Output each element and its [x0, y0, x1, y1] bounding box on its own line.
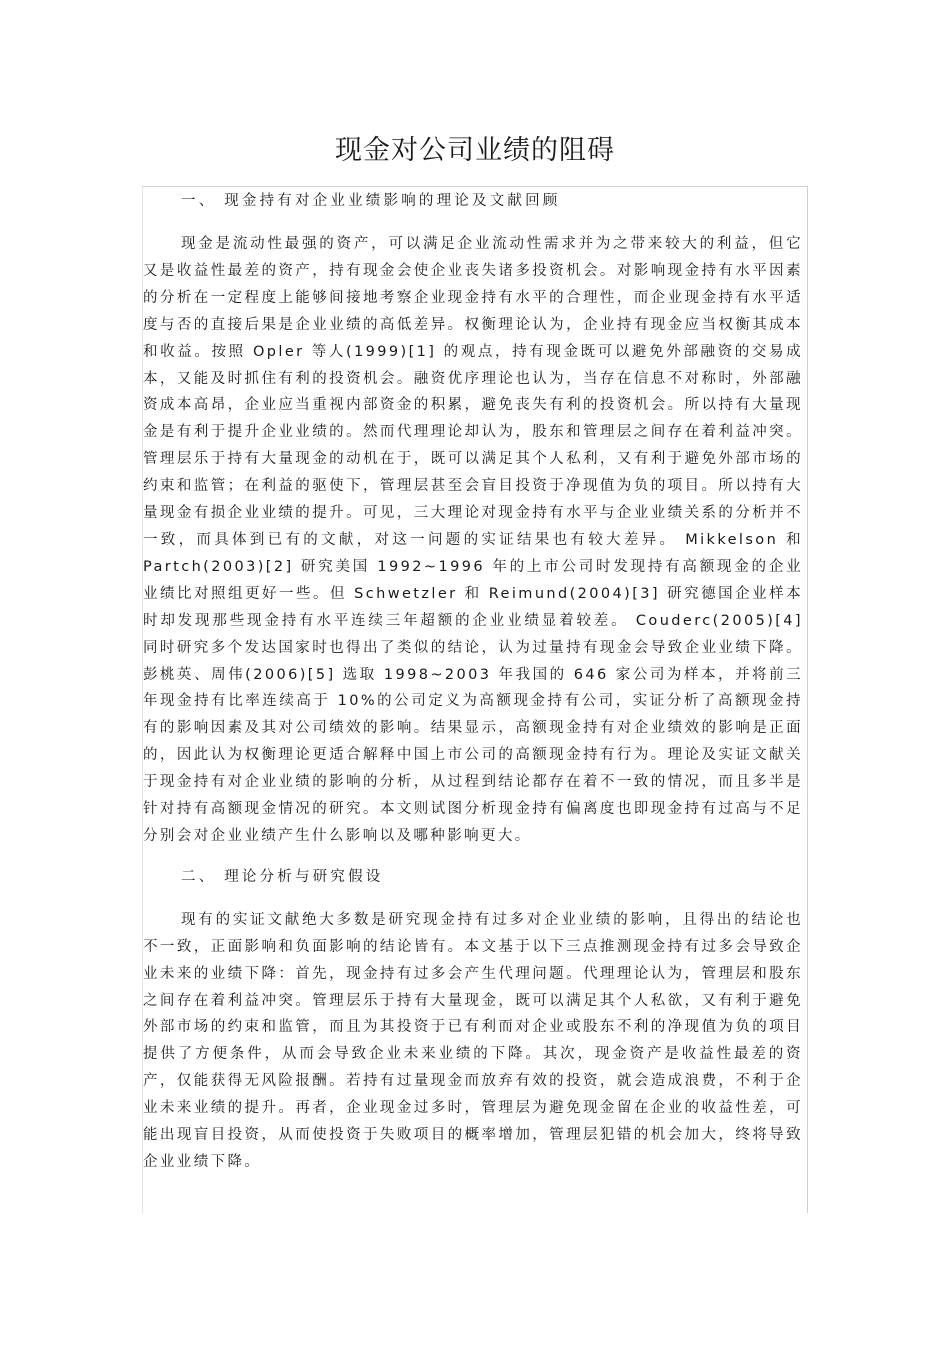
section-paragraph-1: 现金是流动性最强的资产，可以满足企业流动性需求并为之带来较大的利益，但它又是收益性最差的资产，持有现金会使企业丧失诸多投资机会。对影响现金持有水平因素的分析在一定程度上能够间接地考察企业现金持有水平的合理性，而企业现金持有水平适度与否的直接后果是企业业绩的高低差异。权衡理论认为，企业持有现金应当权衡其成本和收益。按照 Opler 等人(1999)[1] 的观点，持有现金既可以避免外部融资的交易成本，又能及时抓住有利的投资机会。融资优序理论也认为，当存在信息不对称时，外部融资成本高昂，企业应当重视内部资金的积累，避免丧失有利的投资机会。所以持有大量现金是有利于提升企业业绩的。然而代理理论却认为，股东和管理层之间存在着利益冲突。管理层乐于持有大量现金的动机在于，既可以满足其个人私利，又有利于避免外部市场的约束和监管；在利益的驱使下，管理层甚至会盲目投资于净现值为负的项目。所以持有大量现金有损企业业绩的提升。可见，三大理论对现金持有水平与企业业绩关系的分析并不一致，而具体到已有的文献，对这一问题的实证结果也有较大差异。 Mikkelson 和 Partch(2003)[2] 研究美国 1992~1996 年的上市公司时发现持有高额现金的企业业绩比对照组更好一些。但 Schwetzler 和 Reimund(2004)[3] 研究德国企业样本时却发现那些现金持有水平连续三年超额的企业业绩显着较差。 Couderc(2005)[4] 同时研究多个发达国家时也得出了类似的结论，认为过量持有现金会导致企业业绩下降。彭桃英、周伟(2006)[5] 选取 1998~2003 年我国的 646 家公司为样本，并将前三年现金持有比率连续高于 10%的公司定义为高额现金持有公司，实证分析了高额现金持有的影响因素及其对公司绩效的影响。结果显示，高额现金持有对企业绩效的影响是正面的，因此认为权衡理论更适合解释中国上市公司的高额现金持有行为。理论及实证文献关于现金持有对企业业绩的影响的分析，从过程到结论都存在着不一致的情况，而且多半是针对持有高额现金情况的研究。本文则试图分析现金持有偏离度也即现金持有过高与不足分别会对企业业绩产生什么影响以及哪种影响更大。 [143, 236, 803, 844]
document-body [143, 188, 803, 1176]
section-heading-2: 二、 理论分析与研究假设 [181, 868, 384, 885]
section-heading-1: 一、 现金持有对企业业绩影响的理论及文献回顾 [181, 193, 561, 209]
section-paragraph-2: 现有的实证文献绝大多数是研究现金持有过多对企业业绩的影响，且得出的结论也不一致，正面影响和负面影响的结论皆有。本文基于以下三点推测现金持有过多会导致企业未来的业绩下降：首先，现金持有过多会产生代理问题。代理理论认为，管理层和股东之间存在着利益冲突。管理层乐于持有大量现金，既可以满足其个人私欲，又有利于避免外部市场的约束和监管，而且为其投资于已有利而对企业或股东不利的净现值为负的项目提供了方便条件，从而会导致企业未来业绩的下降。其次，现金资产是收益性最差的资产，仅能获得无风险报酬。若持有过量现金而放弃有效的投资，就会造成浪费，不利于企业未来业绩的提升。再者，企业现金过多时，管理层为避免现金留在企业的收益性差，可能出现盲目投资，从而使投资于失败项目的概率增加，管理层犯错的机会加大，终将导致企业业绩下降。 [143, 911, 803, 1170]
document-title: 现金对公司业绩的阻碍 [335, 135, 615, 166]
